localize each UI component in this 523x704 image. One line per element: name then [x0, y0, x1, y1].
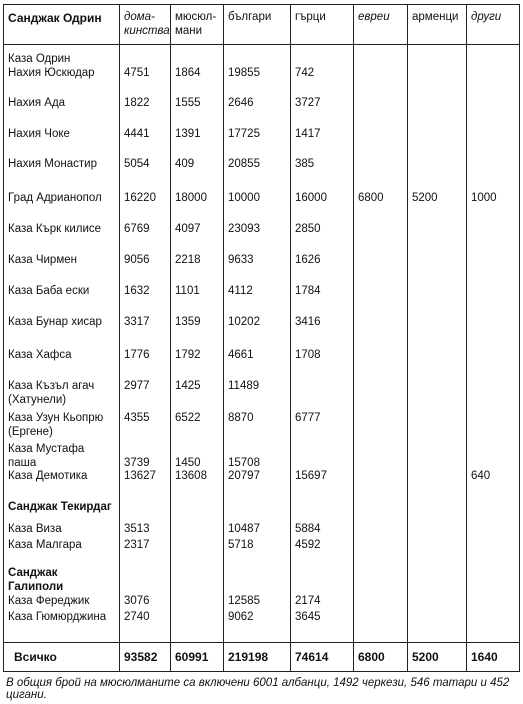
row-value: [408, 158, 467, 192]
row-value: [354, 412, 408, 443]
table-row: [4, 45, 520, 67]
row-value: [291, 443, 354, 471]
row-value: [467, 567, 520, 595]
row-value: 8870: [224, 412, 291, 443]
row-value: 1101: [171, 285, 224, 316]
row-value: [467, 128, 520, 158]
row-value: [224, 45, 291, 67]
table-row: [4, 380, 520, 412]
row-value: 19855: [224, 67, 291, 97]
row-value: [467, 539, 520, 567]
row-value: 2977: [120, 380, 171, 412]
row-value: [408, 67, 467, 97]
row-value: [354, 223, 408, 254]
row-value: [467, 97, 520, 128]
row-value: [354, 45, 408, 67]
row-value: [354, 285, 408, 316]
row-value: 1708: [291, 349, 354, 380]
row-value: [467, 285, 520, 316]
header-armenci: арменци: [408, 5, 467, 45]
row-value: 6777: [291, 412, 354, 443]
row-value: 4751: [120, 67, 171, 97]
row-name: Град Адрианопол: [4, 192, 120, 223]
row-value: [354, 595, 408, 611]
table-row: [4, 539, 520, 567]
row-value: 1000: [467, 192, 520, 223]
total-cell: 6800: [354, 643, 408, 672]
row-value: 4097: [171, 223, 224, 254]
table-row: [4, 316, 520, 349]
row-value: [467, 158, 520, 192]
total-cell: 60991: [171, 643, 224, 672]
header-bulgari: българи: [224, 5, 291, 45]
row-value: 20797: [224, 470, 291, 501]
header-drugi: други: [467, 5, 520, 45]
row-value: 3739: [120, 443, 171, 471]
row-value: [354, 158, 408, 192]
row-value: [354, 567, 408, 595]
row-value: [291, 45, 354, 67]
row-value: 2740: [120, 611, 171, 643]
total-cell: 1640: [467, 643, 520, 672]
row-value: 1450: [171, 443, 224, 471]
row-value: [291, 380, 354, 412]
row-value: [467, 523, 520, 539]
table-row: [4, 412, 520, 443]
row-name: Каза Чирмен: [4, 254, 120, 285]
table-row: [4, 611, 520, 643]
row-value: [354, 611, 408, 643]
row-value: 1784: [291, 285, 354, 316]
row-value: 385: [291, 158, 354, 192]
table-row: [4, 128, 520, 158]
header-gurci: гърци: [291, 5, 354, 45]
row-value: [120, 501, 171, 523]
row-value: 3317: [120, 316, 171, 349]
row-value: [408, 97, 467, 128]
row-value: [224, 567, 291, 595]
row-value: 15697: [291, 470, 354, 501]
row-value: [171, 523, 224, 539]
row-value: [467, 45, 520, 67]
row-value: [354, 97, 408, 128]
row-value: 4592: [291, 539, 354, 567]
row-value: [408, 128, 467, 158]
row-value: 640: [467, 470, 520, 501]
row-value: [467, 611, 520, 643]
table-row: [4, 223, 520, 254]
row-value: 1626: [291, 254, 354, 285]
row-value: [171, 45, 224, 67]
header-evrei: евреи: [354, 5, 408, 45]
row-name: Каза Узун Кьопрю (Ергене): [4, 412, 120, 443]
row-value: [467, 316, 520, 349]
row-value: 1864: [171, 67, 224, 97]
row-name: Нахия Монастир: [4, 158, 120, 192]
row-value: [408, 45, 467, 67]
row-value: 1632: [120, 285, 171, 316]
row-value: 2174: [291, 595, 354, 611]
row-value: 4112: [224, 285, 291, 316]
row-value: [467, 443, 520, 471]
row-name: Каза Виза: [4, 523, 120, 539]
row-value: [171, 595, 224, 611]
row-value: [354, 349, 408, 380]
row-value: 1417: [291, 128, 354, 158]
row-value: [354, 380, 408, 412]
footnote: В общия брой на мюсюлманите са включени 6001 албанци, 1492 черкези, 546 татари и 452 цигани.: [6, 677, 510, 701]
row-value: [354, 470, 408, 501]
total-row: [4, 643, 520, 672]
row-value: [171, 501, 224, 523]
row-value: 20855: [224, 158, 291, 192]
row-value: [408, 254, 467, 285]
table-row: [4, 595, 520, 611]
row-value: [467, 67, 520, 97]
row-value: [354, 67, 408, 97]
row-name: Каза Баба ески: [4, 285, 120, 316]
row-value: [408, 595, 467, 611]
row-name: Нахия Юскюдар: [4, 67, 120, 97]
row-value: 409: [171, 158, 224, 192]
row-value: [408, 316, 467, 349]
row-name: Каза Одрин: [4, 45, 120, 67]
row-value: [408, 523, 467, 539]
table-row: [4, 501, 520, 523]
row-name: Каза Мустафа паша: [4, 443, 120, 471]
row-value: [408, 223, 467, 254]
row-value: 1359: [171, 316, 224, 349]
row-value: [467, 223, 520, 254]
row-value: [171, 539, 224, 567]
row-value: 10487: [224, 523, 291, 539]
table-body: [4, 45, 520, 643]
total-cell: 74614: [291, 643, 354, 672]
row-value: 2850: [291, 223, 354, 254]
table-row: [4, 443, 520, 471]
row-value: 6522: [171, 412, 224, 443]
row-value: 3727: [291, 97, 354, 128]
table-header: [4, 5, 520, 45]
row-value: [408, 501, 467, 523]
row-value: 1776: [120, 349, 171, 380]
row-name: Каза Малгара: [4, 539, 120, 567]
row-value: [467, 349, 520, 380]
row-name: Каза Бунар хисар: [4, 316, 120, 349]
header-sandzhak: Санджак Одрин: [4, 5, 120, 45]
row-value: [467, 595, 520, 611]
table-row: [4, 470, 520, 501]
row-name: Каза Кърк килисе: [4, 223, 120, 254]
table-row: [4, 254, 520, 285]
row-value: 18000: [171, 192, 224, 223]
row-value: 1792: [171, 349, 224, 380]
table-row: [4, 97, 520, 128]
row-value: 4661: [224, 349, 291, 380]
row-value: [291, 567, 354, 595]
row-value: 12585: [224, 595, 291, 611]
total-label: Всичко: [4, 643, 120, 672]
row-value: 3416: [291, 316, 354, 349]
population-table: [3, 4, 520, 672]
table-row: [4, 67, 520, 97]
row-name: Нахия Ада: [4, 97, 120, 128]
row-value: 3076: [120, 595, 171, 611]
row-value: [408, 412, 467, 443]
row-value: 16000: [291, 192, 354, 223]
row-value: 9633: [224, 254, 291, 285]
row-value: 9062: [224, 611, 291, 643]
total-cell: 93582: [120, 643, 171, 672]
table-row: [4, 285, 520, 316]
row-value: [408, 380, 467, 412]
row-value: [467, 412, 520, 443]
row-value: [408, 539, 467, 567]
row-value: [354, 254, 408, 285]
sandzhak-heading: Санджак Текирдаг: [4, 501, 120, 523]
row-value: 3513: [120, 523, 171, 539]
row-value: [408, 611, 467, 643]
row-value: [408, 349, 467, 380]
row-name: Каза Демотика: [4, 470, 120, 501]
row-value: 10000: [224, 192, 291, 223]
row-value: [408, 443, 467, 471]
row-value: 6769: [120, 223, 171, 254]
row-value: 5200: [408, 192, 467, 223]
row-value: 5054: [120, 158, 171, 192]
row-name: Каза Фереджик: [4, 595, 120, 611]
row-value: [354, 316, 408, 349]
row-value: 13627: [120, 470, 171, 501]
row-value: [467, 254, 520, 285]
table-row: [4, 349, 520, 380]
row-value: [408, 567, 467, 595]
table-row: [4, 158, 520, 192]
row-value: 1425: [171, 380, 224, 412]
row-value: 3645: [291, 611, 354, 643]
row-value: [408, 470, 467, 501]
row-value: 5884: [291, 523, 354, 539]
row-value: [354, 523, 408, 539]
row-value: [291, 501, 354, 523]
row-value: 6800: [354, 192, 408, 223]
row-value: 11489: [224, 380, 291, 412]
sandzhak-heading: Санджак Галиполи: [4, 567, 120, 595]
row-value: 1822: [120, 97, 171, 128]
row-value: 10202: [224, 316, 291, 349]
row-value: 2646: [224, 97, 291, 128]
row-value: 16220: [120, 192, 171, 223]
row-name: Каза Къзъл агач (Хатунели): [4, 380, 120, 412]
total-cell: 219198: [224, 643, 291, 672]
row-value: 2317: [120, 539, 171, 567]
row-value: 17725: [224, 128, 291, 158]
row-value: [354, 501, 408, 523]
row-value: 13608: [171, 470, 224, 501]
table-row: [4, 567, 520, 595]
row-value: [171, 567, 224, 595]
total-cell: 5200: [408, 643, 467, 672]
row-name: Каза Гюмюрджина: [4, 611, 120, 643]
row-value: [354, 539, 408, 567]
row-value: 15708: [224, 443, 291, 471]
row-value: 742: [291, 67, 354, 97]
row-value: 5718: [224, 539, 291, 567]
row-name: Каза Хафса: [4, 349, 120, 380]
row-value: [408, 285, 467, 316]
row-value: [354, 443, 408, 471]
table-row: [4, 192, 520, 223]
table-row: [4, 523, 520, 539]
row-value: [467, 501, 520, 523]
row-value: 1391: [171, 128, 224, 158]
row-value: 2218: [171, 254, 224, 285]
row-value: [354, 128, 408, 158]
row-value: [224, 501, 291, 523]
row-value: 4355: [120, 412, 171, 443]
row-value: 23093: [224, 223, 291, 254]
row-value: [467, 380, 520, 412]
row-value: 9056: [120, 254, 171, 285]
header-musulmani: мюсюл- мани: [171, 5, 224, 45]
header-domakinstva: дома- кинства: [120, 5, 171, 45]
row-value: [120, 45, 171, 67]
row-value: [171, 611, 224, 643]
row-name: Нахия Чоке: [4, 128, 120, 158]
row-value: 1555: [171, 97, 224, 128]
row-value: 4441: [120, 128, 171, 158]
row-value: [120, 567, 171, 595]
